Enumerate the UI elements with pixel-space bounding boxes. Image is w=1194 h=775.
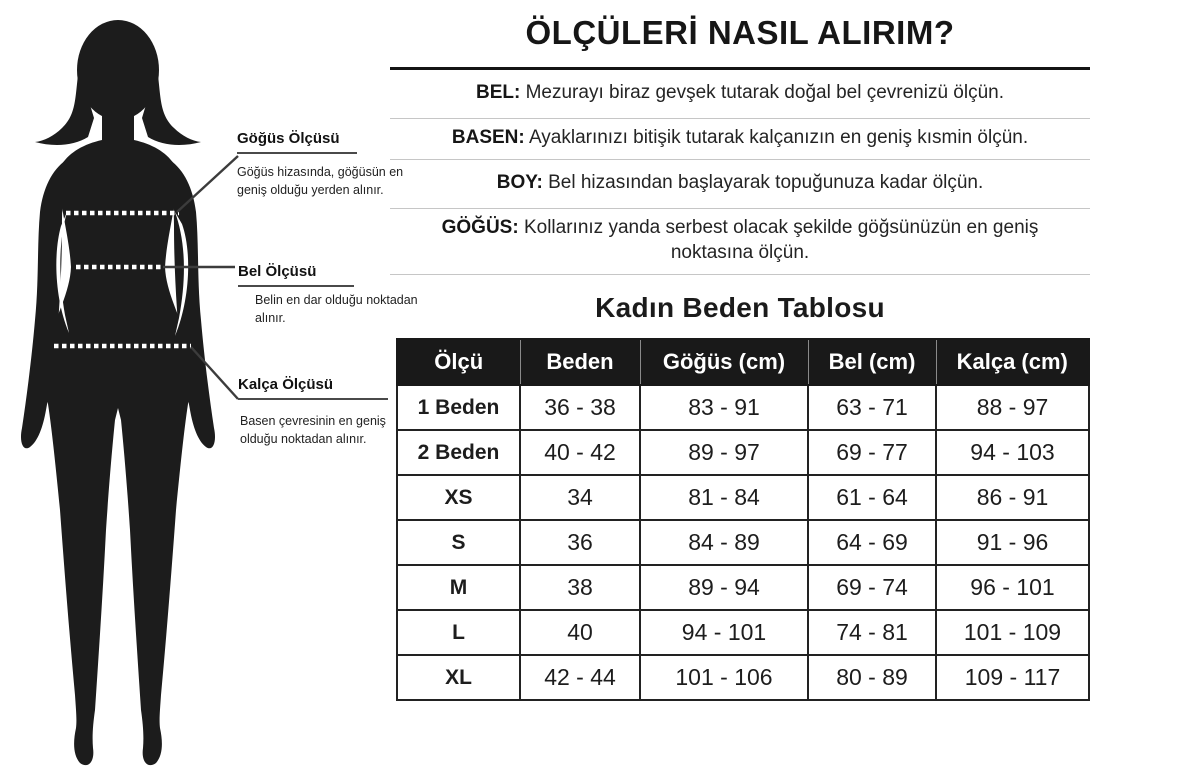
table-header-cell: Göğüs (cm) — [640, 339, 808, 385]
instruction-term: BOY: — [496, 172, 543, 194]
instruction-text: Bel hizasından başlayarak topuğunuza kadar ölçün. — [548, 172, 984, 194]
value-cell: 101 - 109 — [936, 610, 1089, 655]
table-row — [397, 475, 1089, 520]
instruction-text: Ayaklarınızı bitişik tutarak kalçanızın en geniş kısmin ölçün. — [528, 126, 1029, 148]
value-cell: 42 - 44 — [520, 655, 640, 700]
value-cell: 86 - 91 — [936, 475, 1089, 520]
table-row — [397, 655, 1089, 700]
value-cell: 69 - 77 — [808, 430, 936, 475]
size-table-title: Kadın Beden Tablosu — [595, 292, 885, 324]
value-cell: 69 - 74 — [808, 565, 936, 610]
value-cell: 89 - 94 — [640, 565, 808, 610]
table-row — [397, 520, 1089, 565]
size-table — [396, 338, 1090, 701]
instruction-term: GÖĞÜS: — [441, 217, 519, 239]
table-row — [397, 430, 1089, 475]
table-header-cell: Beden — [520, 339, 640, 385]
instruction-row-boy — [390, 160, 1090, 209]
value-cell: 84 - 89 — [640, 520, 808, 565]
value-cell: 36 — [520, 520, 640, 565]
size-label-cell: S — [397, 520, 520, 565]
instruction-term: BASEN: — [451, 126, 525, 148]
instruction-row-gogus — [390, 209, 1090, 275]
value-cell: 94 - 101 — [640, 610, 808, 655]
chest-measure-label: Göğüs Ölçüsü — [237, 131, 357, 154]
value-cell: 89 - 97 — [640, 430, 808, 475]
value-cell: 38 — [520, 565, 640, 610]
value-cell: 81 - 84 — [640, 475, 808, 520]
size-label-cell: 1 Beden — [397, 385, 520, 430]
waist-measure-label: Bel Ölçüsü — [238, 264, 354, 287]
value-cell: 109 - 117 — [936, 655, 1089, 700]
value-cell: 34 — [520, 475, 640, 520]
value-cell: 36 - 38 — [520, 385, 640, 430]
value-cell: 88 - 97 — [936, 385, 1089, 430]
table-header-cell: Ölçü — [397, 339, 520, 385]
hip-measure-label: Kalça Ölçüsü — [238, 377, 388, 400]
measurement-guide-panel — [390, 0, 1090, 701]
value-cell: 83 - 91 — [640, 385, 808, 430]
value-cell: 96 - 101 — [936, 565, 1089, 610]
size-label-cell: 2 Beden — [397, 430, 520, 475]
value-cell: 80 - 89 — [808, 655, 936, 700]
table-header-cell: Bel (cm) — [808, 339, 936, 385]
size-label-cell: XL — [397, 655, 520, 700]
value-cell: 40 - 42 — [520, 430, 640, 475]
value-cell: 101 - 106 — [640, 655, 808, 700]
instruction-row-bel — [390, 70, 1090, 119]
waist-measure-desc: Belin en dar olduğu noktadan alınır. — [255, 293, 418, 325]
instruction-row-basen — [390, 119, 1090, 161]
hip-measure-desc: Basen çevresinin en geniş olduğu noktadan alınır. — [240, 414, 386, 446]
value-cell: 64 - 69 — [808, 520, 936, 565]
female-silhouette-figure — [0, 0, 250, 775]
instruction-text: Kollarınız yanda serbest olacak şekilde göğsünüzün en geniş noktasına ölçün. — [523, 217, 1039, 263]
size-label-cell: M — [397, 565, 520, 610]
table-header-cell: Kalça (cm) — [936, 339, 1089, 385]
size-label-cell: L — [397, 610, 520, 655]
guide-title: ÖLÇÜLERİ NASIL ALIRIM? — [525, 14, 955, 51]
chest-measure-desc: Göğüs hizasında, göğüsün en geniş olduğu yerden alınır. — [237, 165, 404, 197]
size-label-cell: XS — [397, 475, 520, 520]
value-cell: 94 - 103 — [936, 430, 1089, 475]
instruction-text: Mezurayı biraz gevşek tutarak doğal bel çevrenizü ölçün. — [525, 82, 1005, 103]
size-table-body — [397, 385, 1089, 700]
table-row — [397, 565, 1089, 610]
value-cell: 74 - 81 — [808, 610, 936, 655]
value-cell: 91 - 96 — [936, 520, 1089, 565]
value-cell: 63 - 71 — [808, 385, 936, 430]
value-cell: 40 — [520, 610, 640, 655]
value-cell: 61 - 64 — [808, 475, 936, 520]
table-row — [397, 610, 1089, 655]
size-table-header-row — [397, 339, 1089, 385]
table-row — [397, 385, 1089, 430]
instruction-term: BEL: — [475, 82, 521, 103]
